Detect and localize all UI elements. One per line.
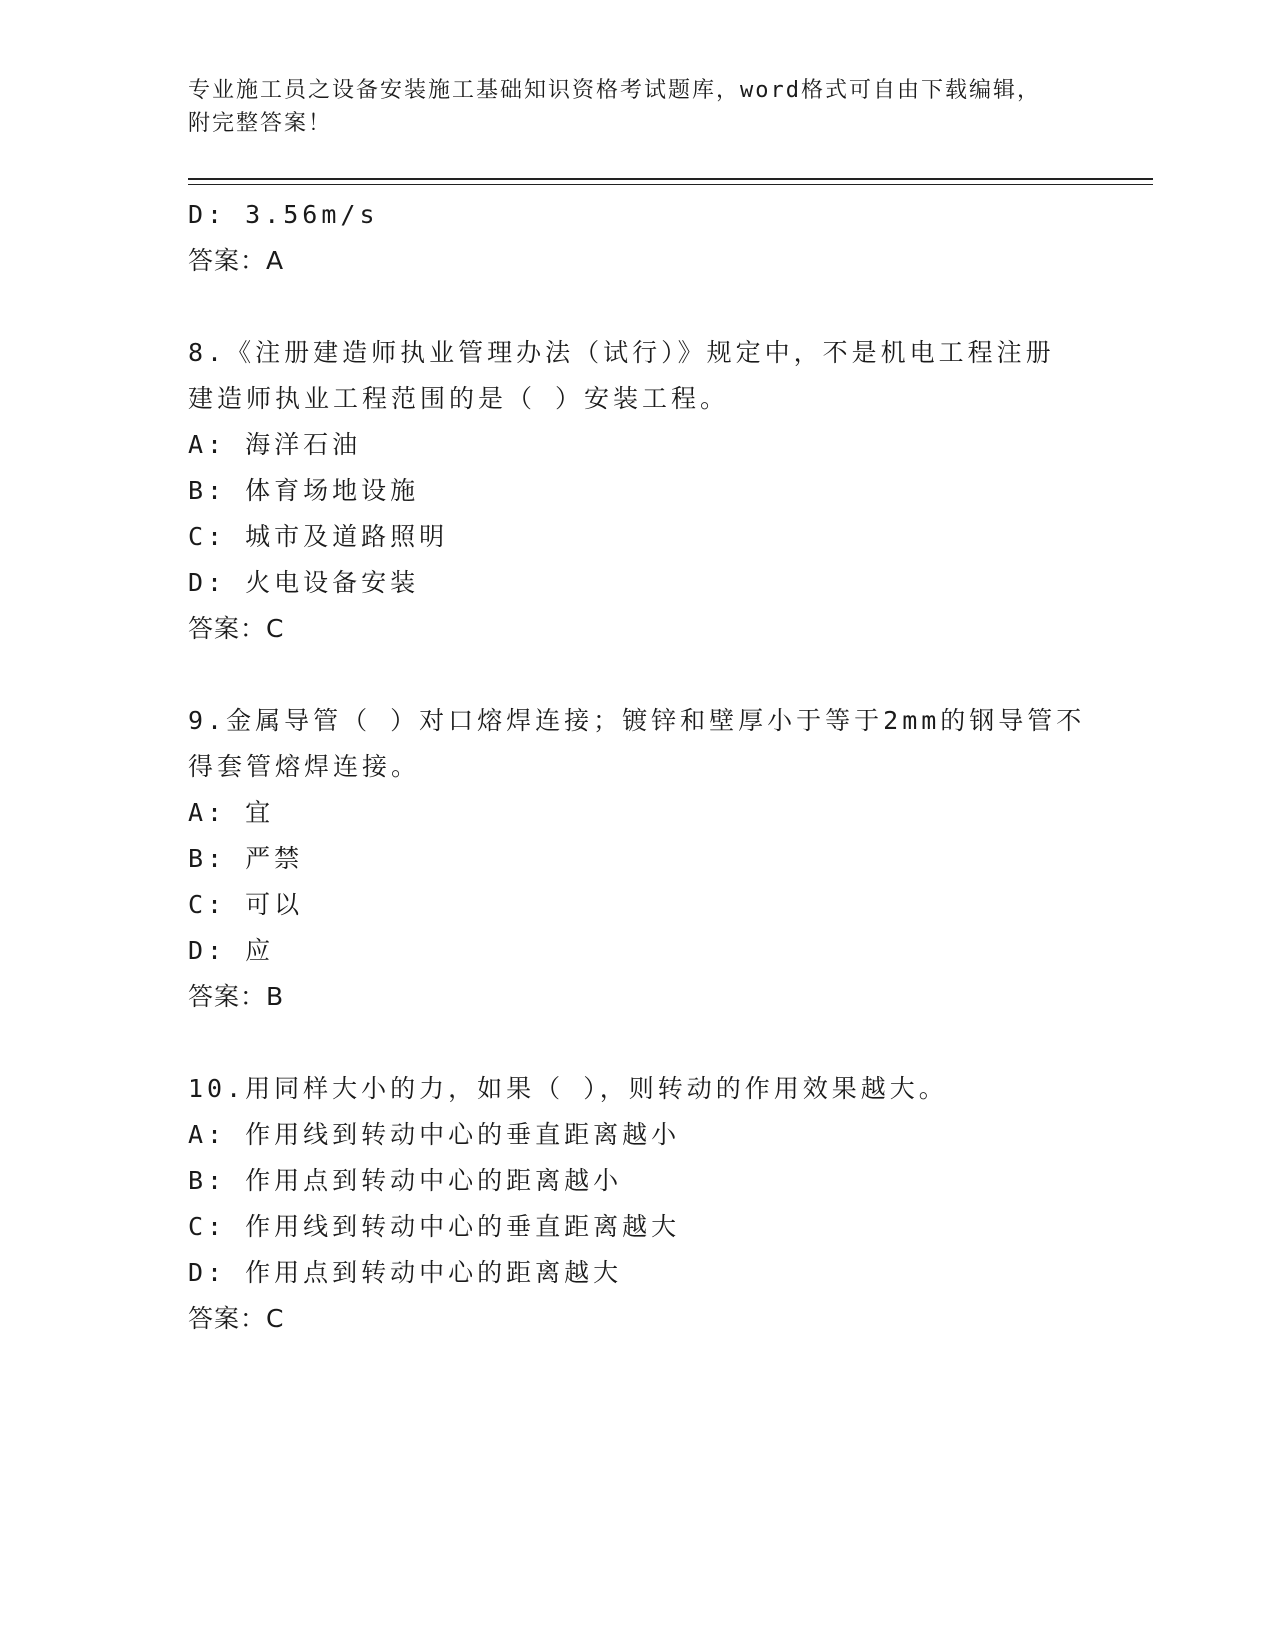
answer-line: 答案：C (188, 1304, 285, 1333)
question-text-line-2: 建造师执业工程范围的是（ ）安装工程。 (188, 384, 730, 413)
option-d: D: 应 (188, 936, 275, 965)
header-divider-thin (188, 184, 1153, 185)
question-9 (188, 698, 1088, 1020)
question-10 (188, 1066, 1088, 1342)
option-d: D: 火电设备安装 (188, 568, 420, 597)
option-c: C: 可以 (188, 890, 304, 919)
option-b: B: 体育场地设施 (188, 476, 420, 505)
option-d: D: 3.56m/s (188, 200, 379, 229)
answer-line: 答案：A (188, 246, 285, 275)
option-a: A: 宜 (188, 798, 275, 827)
option-d: D: 作用点到转动中心的距离越大 (188, 1258, 623, 1287)
option-c: C: 城市及道路照明 (188, 522, 449, 551)
spacer (188, 284, 1088, 330)
answer-line: 答案：C (188, 614, 285, 643)
answer-line: 答案：B (188, 982, 285, 1011)
option-b: B: 作用点到转动中心的距离越小 (188, 1166, 623, 1195)
question-text-line-2: 得套管熔焊连接。 (188, 752, 421, 781)
option-a: A: 海洋石油 (188, 430, 362, 459)
question-text-line-1: 10.用同样大小的力，如果（ ），则转动的作用效果越大。 (188, 1074, 948, 1103)
question-7-tail (188, 192, 1088, 284)
spacer (188, 652, 1088, 698)
question-content (188, 192, 1088, 1342)
header-line-2: 附完整答案！ (188, 111, 333, 136)
option-b: B: 严禁 (188, 844, 304, 873)
spacer (188, 1020, 1088, 1066)
page-header (188, 74, 1088, 140)
question-text-line-1: 9.金属导管（ ）对口熔焊连接；镀锌和壁厚小于等于2mm的钢导管不 (188, 706, 1086, 735)
question-8 (188, 330, 1088, 652)
option-c: C: 作用线到转动中心的垂直距离越大 (188, 1212, 681, 1241)
header-line-1: 专业施工员之设备安装施工基础知识资格考试题库，word格式可自由下载编辑， (188, 78, 1041, 103)
header-divider (188, 178, 1153, 180)
question-text-line-1: 8.《注册建造师执业管理办法（试行）》规定中，不是机电工程注册 (188, 338, 1055, 367)
option-a: A: 作用线到转动中心的垂直距离越小 (188, 1120, 681, 1149)
